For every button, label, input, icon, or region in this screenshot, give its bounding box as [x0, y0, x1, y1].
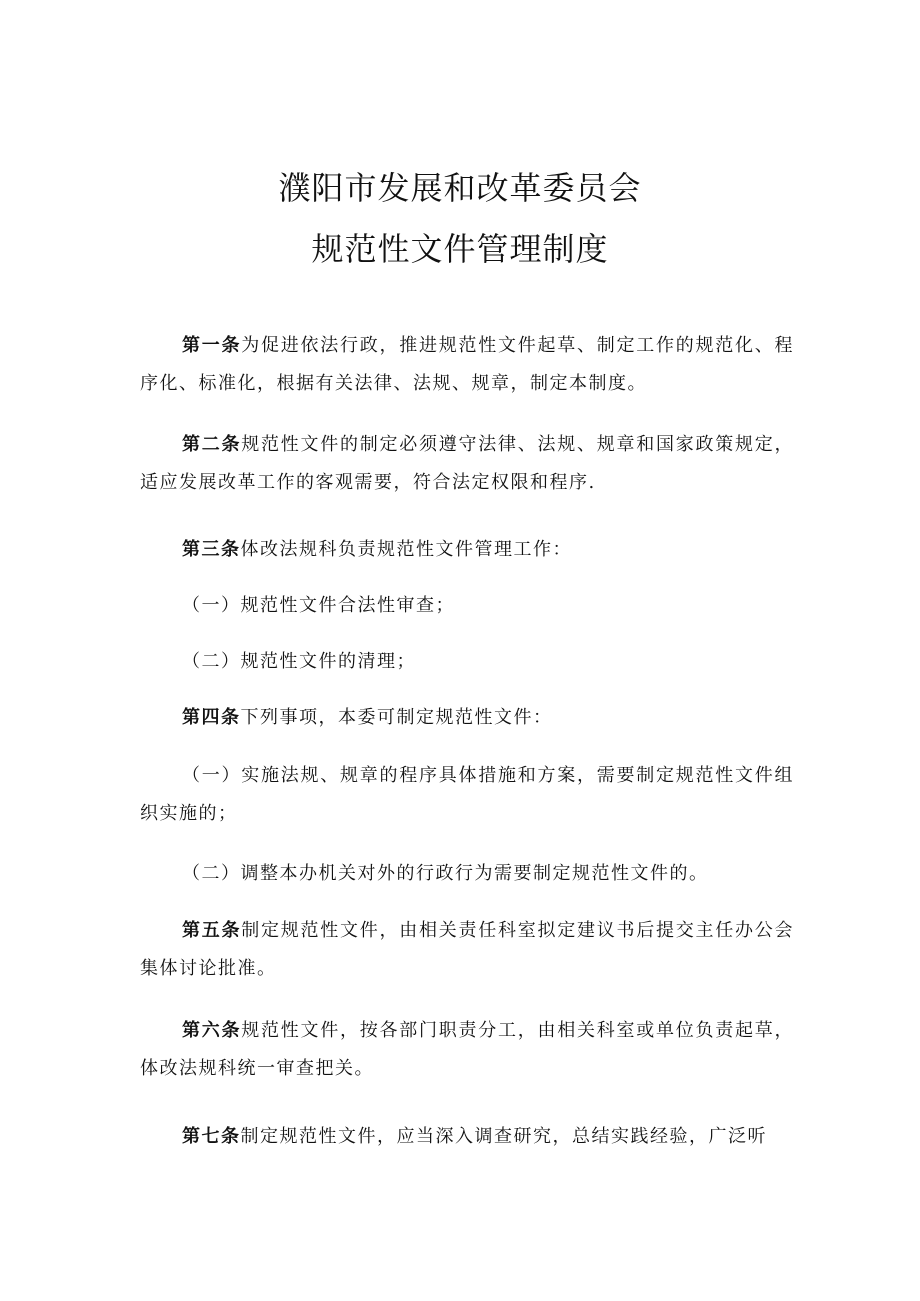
article-text: 体改法规科负责规范性文件管理工作：	[240, 539, 572, 560]
article-4-paragraph	[140, 699, 794, 737]
article-text: 规范性文件，按各部门职责分工，由相关科室或单位负责起草，体改法规科统一审查把关。	[140, 1020, 794, 1079]
article-label: 第五条	[182, 920, 242, 941]
article-3-paragraph	[140, 531, 794, 569]
article-text: 下列事项，本委可制定规范性文件：	[240, 707, 553, 728]
article-7-paragraph	[140, 1118, 794, 1156]
list-item-paragraph	[140, 757, 794, 833]
list-item-text: （二）规范性文件的清理；	[182, 651, 416, 672]
list-item-paragraph	[140, 643, 794, 681]
article-label: 第六条	[182, 1020, 242, 1041]
list-item-text: （一）实施法规、规章的程序具体措施和方案，需要制定规范性文件组织实施的；	[140, 765, 794, 824]
list-item-paragraph	[140, 855, 794, 893]
article-label: 第一条	[182, 335, 242, 356]
article-text: 规范性文件的制定必须遵守法律、法规、规章和国家政策规定，适应发展改革工作的客观需要，符合法定权限和程序.	[140, 434, 794, 493]
list-item-text: （二）调整本办机关对外的行政行为需要制定规范性文件的。	[182, 863, 709, 884]
article-5-paragraph	[140, 912, 794, 988]
list-item-text: （一）规范性文件合法性审查；	[182, 595, 455, 616]
list-item-paragraph	[140, 587, 794, 625]
document-title-line-2: 规范性文件管理制度	[311, 230, 609, 268]
article-text: 制定规范性文件，应当深入调查研究，总结实践经验，广泛听	[240, 1126, 767, 1147]
article-text: 为促进依法行政，推进规范性文件起草、制定工作的规范化、程序化、标准化，根据有关法律、法规、规章，制定本制度。	[140, 335, 794, 394]
article-label: 第七条	[182, 1126, 241, 1147]
article-label: 第四条	[182, 707, 241, 728]
article-label: 第二条	[182, 434, 242, 455]
article-text: 制定规范性文件，由相关责任科室拟定建议书后提交主任办公会集体讨论批准。	[140, 920, 794, 979]
article-1-paragraph	[140, 327, 794, 403]
article-label: 第三条	[182, 539, 241, 560]
article-6-paragraph	[140, 1012, 794, 1088]
article-2-paragraph	[140, 426, 794, 502]
document-title-line-1: 濮阳市发展和改革委员会	[278, 169, 642, 207]
